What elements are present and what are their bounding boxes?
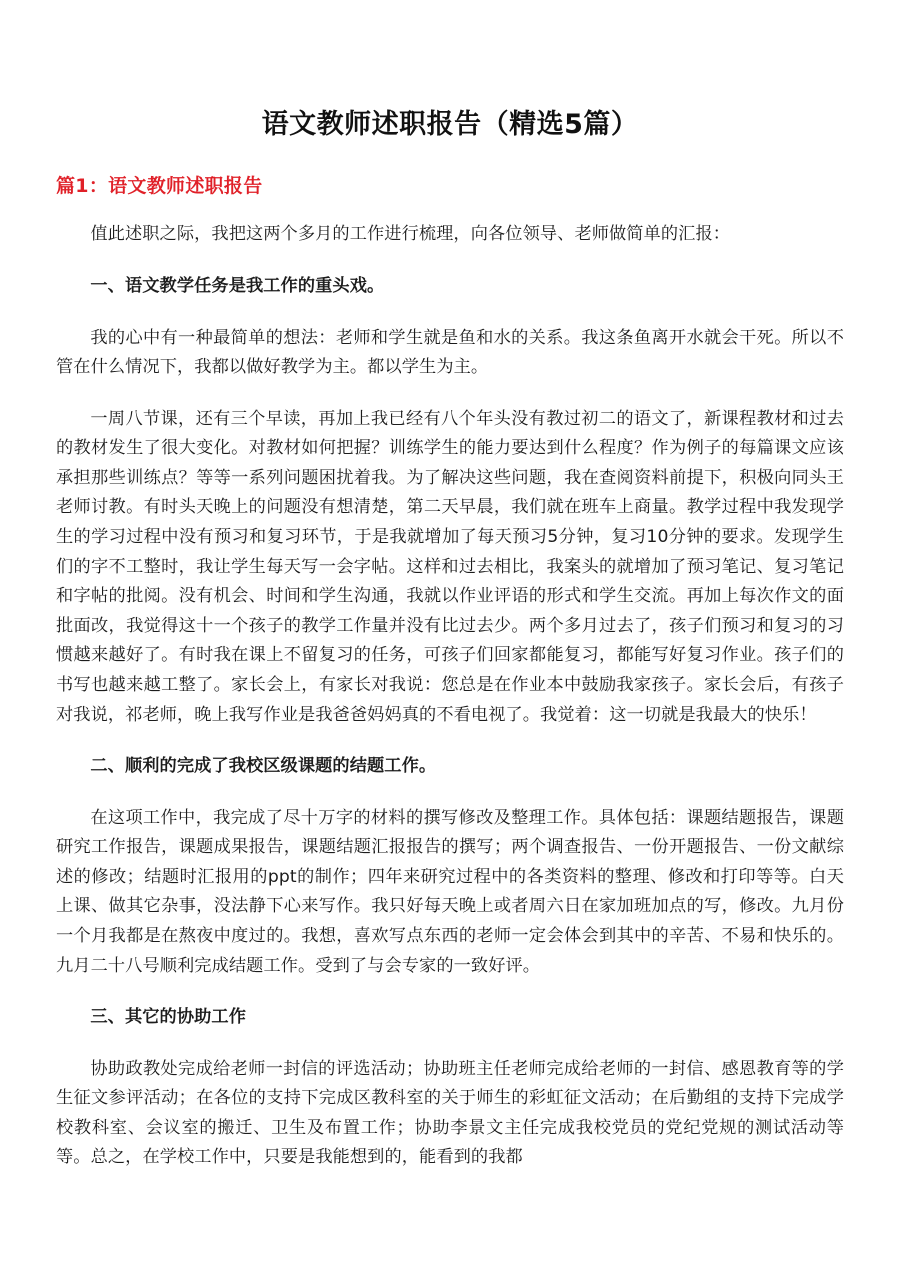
paragraph-fish-and-water: 我的心中有一种最简单的想法：老师和学生就是鱼和水的关系。我这条鱼离开水就会干死。所以不管在什么情况下，我都以做好教学为主。都以学生为主。 bbox=[56, 327, 844, 378]
subheading-other-support-work: 三、其它的协助工作 bbox=[90, 1007, 246, 1028]
section-heading-article-1: 篇1：语文教师述职报告 bbox=[56, 174, 263, 197]
paragraph-research-details: 在这项工作中，我完成了尽十万字的材料的撰写修改及整理工作。具体包括：课题结题报告，课题研究工作报告，课题成果报告，课题结题汇报报告的撰写；两个调查报告、一份开题报告、一份文献综述的修改；结题时汇报用的ppt的制作；四年来研究过程中的各类资料的整理、修改和打印等等。白天上课、做其它杂事，没法静下心来写作。我只好每天晚上或者周六日在家加班加点的写，修改。九月份一个月我都是在熬夜中度过的。我想，喜欢写点东西的老师一定会体会到其中的辛苦、不易和快乐的。九月二十八号顺利完成结题工作。受到了与会专家的一致好评。 bbox=[56, 807, 844, 976]
subheading-research-project: 二、顺利的完成了我校区级课题的结题工作。 bbox=[90, 756, 437, 777]
paragraph-intro: 值此述职之际，我把这两个多月的工作进行梳理，向各位领导、老师做简单的汇报： bbox=[90, 224, 731, 245]
page-title: 语文教师述职报告（精选5篇） bbox=[261, 109, 639, 140]
subheading-teaching-task: 一、语文教学任务是我工作的重头戏。 bbox=[90, 276, 385, 297]
paragraph-support-details: 协助政教处完成给老师一封信的评选活动；协助班主任老师完成给老师的一封信、感恩教育等的学生征文参评活动；在各位的支持下完成区教科室的关于师生的彩虹征文活动；在后勤组的支持下完成学校教科室、会议室的搬迁、卫生及布置工作；协助李景文主任完成我校党员的党纪党规的测试活动等等。总之，在学校工作中，只要是我能想到的，能看到的我都 bbox=[56, 1058, 844, 1168]
paragraph-teaching-details: 一周八节课，还有三个早读，再加上我已经有八个年头没有教过初二的语文了，新课程教材和过去的教材发生了很大变化。对教材如何把握？训练学生的能力要达到什么程度？作为例子的每篇课文应该承担那些训练点？等等一系列问题困扰着我。为了解决这些问题，我在查阅资料前提下，积极向同头王老师讨教。有时头天晚上的问题没有想清楚，第二天早晨，我们就在班车上商量。教学过程中我发现学生的学习过程中没有预习和复习环节，于是我就增加了每天预习5分钟，复习10分钟的要求。发现学生们的字不工整时，我让学生每天写一会字帖。这样和过去相比，我案头的就增加了预习笔记、复习笔记和字帖的批阅。没有机会、时间和学生沟通，我就以作业评语的形式和学生交流。再加上每次作文的面批面改，我觉得这十一个孩子的教学工作量并没有比过去少。两个多月过去了，孩子们预习和复习的习惯越来越好了。有时我在课上不留复习的任务，可孩子们回家都能复习，都能写好复习作业。孩子们的书写也越来越工整了。家长会上，有家长对我说：您总是在作业本中鼓励我家孩子。家长会后，有孩子对我说，祁老师，晚上我写作业是我爸爸妈妈真的不看电视了。我觉着：这一切就是我最大的快乐！ bbox=[56, 408, 844, 725]
